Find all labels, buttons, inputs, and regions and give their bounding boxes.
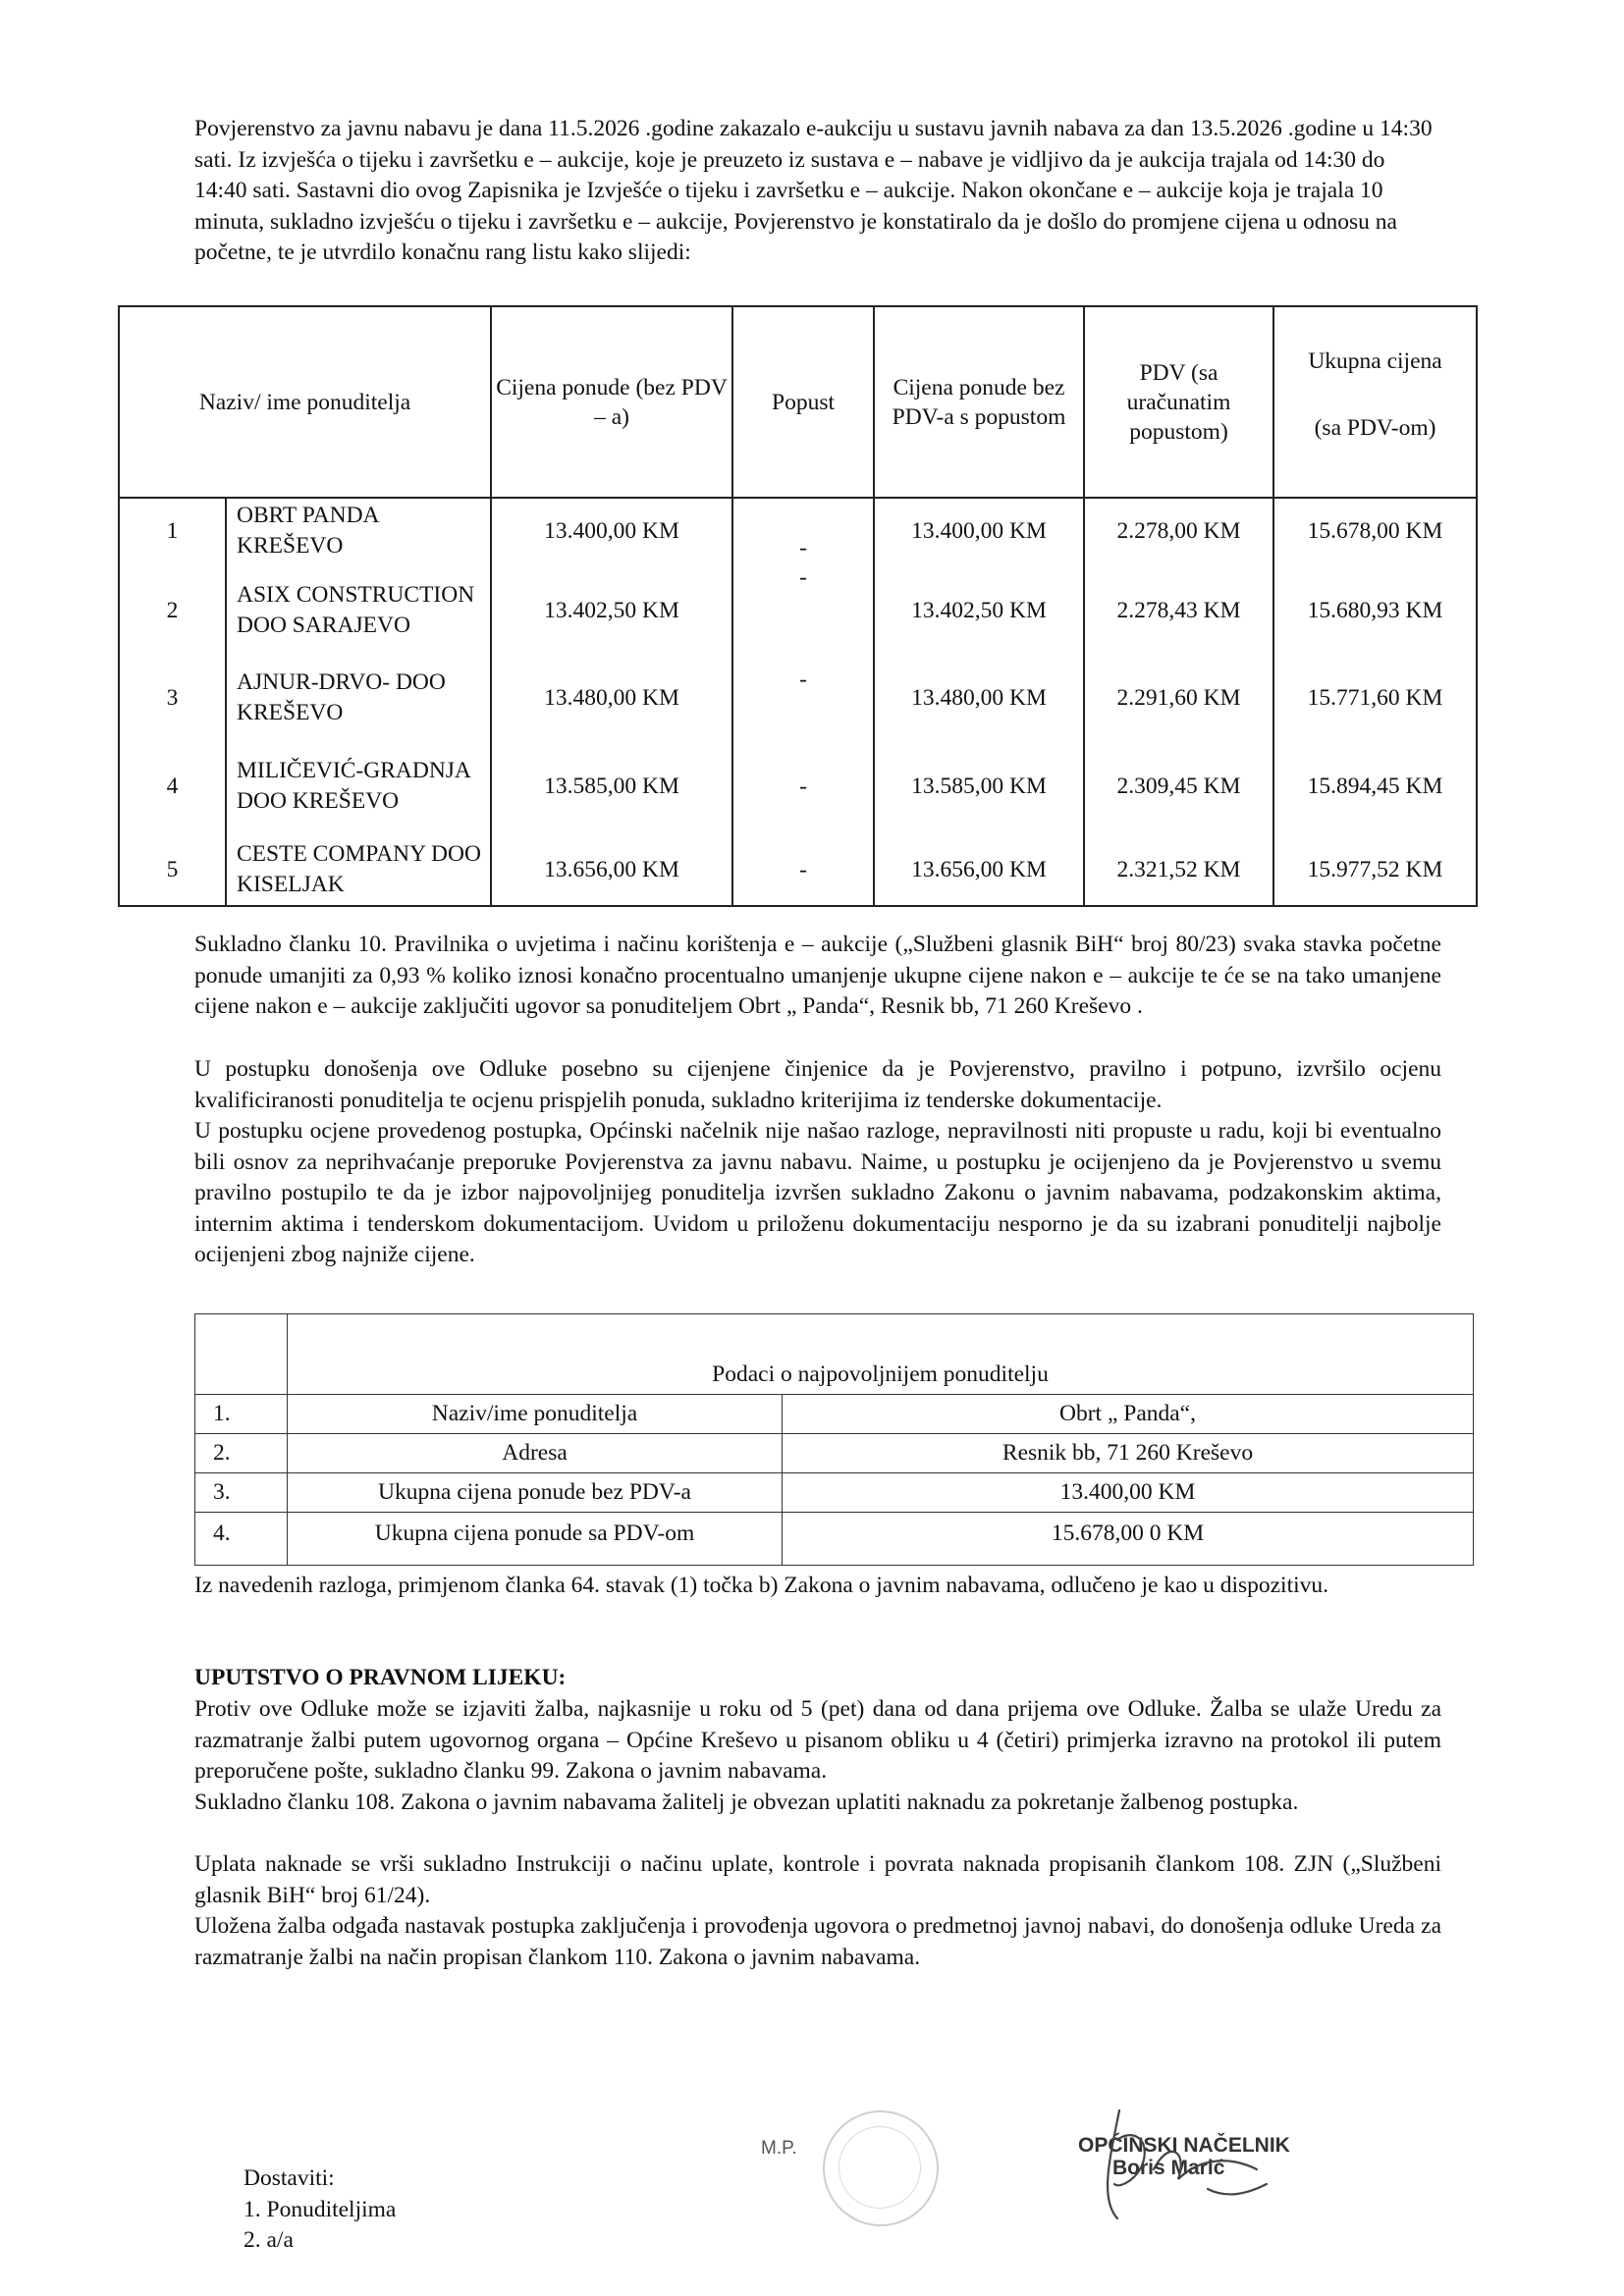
header-discount: Popust xyxy=(732,306,874,498)
table-row xyxy=(119,659,1477,737)
bidder-name-cell: MILIČEVIĆ-GRADNJA DOO KREŠEVO xyxy=(226,737,491,834)
best-bidder-title-row xyxy=(195,1314,1474,1395)
paragraph-review: U postupku ocjene provedenog postupka, Općinski načelnik nije našao razloge, nepravilnosti niti propuste u radu, koji bi eventualno bili osnov za neprihvaćanje preporuke Povjerenstva za javnu nabavu. Naime, u postupku je ocijenjeno da je Povjerenstvo u svemu pravilno postupilo te da je izbor najpovoljnijeg ponuditelja izvršen sukladno Zakonu o javnim nabavama, podzakonskim aktima, internim aktima i tenderskom dokumentacijom. Uvidom u priloženu dokumentaciju nesporno je da su izabrani ponuditelji najbolje ocijenjeni zbog najniže cijene. xyxy=(194,1118,1441,1267)
vat-cell: 2.278,00 KM xyxy=(1084,498,1273,562)
delivery-item: 1. Ponuditeljima xyxy=(244,2196,397,2222)
discount-cell: - xyxy=(732,498,874,562)
ranking-header-row xyxy=(119,306,1477,498)
price-cell: 13.400,00 KM xyxy=(491,498,732,562)
delivery-item: 2. a/a xyxy=(244,2227,294,2253)
total-cell: 15.680,93 KM xyxy=(1273,562,1477,659)
table-row xyxy=(195,1434,1474,1473)
vat-cell: 2.291,60 KM xyxy=(1084,659,1273,737)
delivery-label: Dostaviti: xyxy=(244,2165,335,2191)
row-index: 2. xyxy=(195,1434,288,1473)
legal-remedy-heading: UPUTSTVO O PRAVNOM LIJEKU: xyxy=(194,1665,567,1690)
ranking-table xyxy=(118,305,1476,897)
conclusion-paragraph: Iz navedenih razloga, primjenom članka 64. stavak (1) točka b) Zakona o javnim nabavama, odlučeno je kao u dispozitivu. xyxy=(194,1573,1329,1598)
total-cell: 15.678,00 KM xyxy=(1273,498,1477,562)
legal-paragraph-appeal: Protiv ove Odluke može se izjaviti žalba, najkasnije u roku od 5 (pet) dana od dana prijema ove Odluke. Žalba se ulaže Uredu za razmatranje žalbi putem ugovornog organa – Općine Kreševo u pisanom obliku u 4 (četiri) primjerka izravno na protokol ili putem preporučene pošte, sukladno članku 99. Zakona o javnim nabavama. xyxy=(194,1696,1441,1784)
bidder-name-cell: OBRT PANDA KREŠEVO xyxy=(226,498,491,562)
price-discounted-cell: 13.400,00 KM xyxy=(874,498,1084,562)
best-bidder-title: Podaci o najpovoljnijem ponuditelju xyxy=(288,1314,1474,1395)
vat-cell: 2.309,45 KM xyxy=(1084,737,1273,834)
table-row xyxy=(119,498,1477,562)
price-discounted-cell: 13.585,00 KM xyxy=(874,737,1084,834)
row-label: Naziv/ime ponuditelja xyxy=(288,1395,783,1434)
total-cell: 15.771,60 KM xyxy=(1273,659,1477,737)
row-value: 13.400,00 KM xyxy=(783,1473,1474,1513)
discount-cell: - xyxy=(732,562,874,659)
paragraph-article-10: Sukladno članku 10. Pravilnika o uvjetima i načinu korištenja e – aukcije („Službeni glasnik BiH“ broj 80/23) svaka stavka početne ponude umanjiti za 0,93 % koliko iznosi konačno procentualno umanjenje ukupne cijene nakon e – aukcije te će se na tako umanjene cijene nakon e – aukcije zaključiti ugovor sa ponuditeljem Obrt „ Panda“, Resnik bb, 71 260 Kreševo . xyxy=(194,932,1441,1019)
header-price-discounted: Cijena ponude bez PDV-a s popustom xyxy=(874,306,1084,498)
total-cell: 15.894,45 KM xyxy=(1273,737,1477,834)
paragraph-evaluation: U postupku donošenja ove Odluke posebno su cijenjene činjenice da je Povjerenstvo, pravilno i potpuno, izvršilo ocjenu kvalificiranosti ponuditelja te ocjenu prispjelih ponuda, sukladno kriterijima iz tenderske dokumentacije. xyxy=(194,1056,1441,1113)
rank-cell: 5 xyxy=(119,834,226,906)
bidder-name-cell: AJNUR-DRVO- DOO KREŠEVO xyxy=(226,659,491,737)
header-name: Naziv/ ime ponuditelja xyxy=(119,306,491,498)
total-cell: 15.977,52 KM xyxy=(1273,834,1477,906)
rank-cell: 4 xyxy=(119,737,226,834)
row-label: Ukupna cijena ponude bez PDV-a xyxy=(288,1473,783,1513)
vat-cell: 2.278,43 KM xyxy=(1084,562,1273,659)
row-index: 4. xyxy=(195,1513,288,1566)
table-row xyxy=(195,1513,1474,1566)
legal-paragraph-payment: Uplata naknade se vrši sukladno Instrukciji o načinu uplate, kontrole i povrata naknada propisanih člankom 108. ZJN („Službeni glasnik BiH“ broj 61/24). xyxy=(194,1851,1441,1908)
header-total xyxy=(1273,306,1477,498)
signature-title: OPĆINSKI NAČELNIK xyxy=(1078,2134,1290,2157)
official-stamp xyxy=(823,2110,939,2226)
row-label: Ukupna cijena ponude sa PDV-om xyxy=(288,1513,783,1566)
table-row xyxy=(119,834,1477,906)
price-discounted-cell: 13.656,00 KM xyxy=(874,834,1084,906)
row-value: 15.678,00 0 KM xyxy=(783,1513,1474,1566)
header-total-label: Ukupna cijena xyxy=(1308,348,1442,374)
rank-cell: 1 xyxy=(119,498,226,562)
price-cell: 13.585,00 KM xyxy=(491,737,732,834)
discount-cell: - xyxy=(732,737,874,834)
row-index: 3. xyxy=(195,1473,288,1513)
table-row xyxy=(119,562,1477,659)
signature-name: Boris Marić xyxy=(1112,2157,1225,2179)
discount-cell: - xyxy=(732,834,874,906)
row-index: 1. xyxy=(195,1395,288,1434)
stamp-label: M.P. xyxy=(761,2138,797,2159)
discount-cell: - xyxy=(732,659,874,737)
header-total-sub: (sa PDV-om) xyxy=(1314,415,1436,441)
vat-cell: 2.321,52 KM xyxy=(1084,834,1273,906)
price-cell: 13.656,00 KM xyxy=(491,834,732,906)
header-vat: PDV (sa uračunatim popustom) xyxy=(1084,306,1273,498)
bidder-name-cell: CESTE COMPANY DOO KISELJAK xyxy=(226,834,491,906)
bidder-name-cell: ASIX CONSTRUCTION DOO SARAJEVO xyxy=(226,562,491,659)
table-row xyxy=(119,737,1477,834)
table-row xyxy=(195,1395,1474,1434)
price-cell: 13.480,00 KM xyxy=(491,659,732,737)
price-discounted-cell: 13.480,00 KM xyxy=(874,659,1084,737)
best-bidder-table xyxy=(194,1313,1473,1566)
row-value: Resnik bb, 71 260 Kreševo xyxy=(783,1434,1474,1473)
row-label: Adresa xyxy=(288,1434,783,1473)
header-price: Cijena ponude (bez PDV – a) xyxy=(491,306,732,498)
handwritten-signature xyxy=(1060,2101,1296,2228)
price-cell: 13.402,50 KM xyxy=(491,562,732,659)
legal-paragraph-fee: Sukladno članku 108. Zakona o javnim nabavama žalitelj je obvezan uplatiti naknadu za pokretanje žalbenog postupka. xyxy=(194,1789,1299,1815)
intro-paragraph: Povjerenstvo za javnu nabavu je dana 11.5.2026 .godine zakazalo e-aukciju u sustavu javnih nabava za dan 13.5.2026 .godine u 14:30 sati. Iz izvješća o tijeku i završetku e – aukcije, koje je preuzeto iz sustava e – nabave je vidljivo da je aukcija trajala od 14:30 do 14:40 sati. Sastavni dio ovog Zapisnika je Izvješće o tijeku i završetku e – aukcije. Nakon okončane e – aukcije koja je trajala 10 minuta, sukladno izvješću o tijeku i završetku e – aukcije, Povjerenstvo je konstatiralo da je došlo do promjene cijena u odnosu na početne, te je utvrdilo konačnu rang listu kako slijedi: xyxy=(194,116,1433,265)
rank-cell: 3 xyxy=(119,659,226,737)
rank-cell: 2 xyxy=(119,562,226,659)
row-value: Obrt „ Panda“, xyxy=(783,1395,1474,1434)
delivery-list xyxy=(244,2163,396,2257)
price-discounted-cell: 13.402,50 KM xyxy=(874,562,1084,659)
table-row xyxy=(195,1473,1474,1513)
legal-paragraph-suspension: Uložena žalba odgađa nastavak postupka zaključenja i provođenja ugovora o predmetnoj javnoj nabavi, do donošenja odluke Ureda za razmatranje žalbi na način propisan člankom 110. Zakona o javnim nabavama. xyxy=(194,1913,1441,1970)
